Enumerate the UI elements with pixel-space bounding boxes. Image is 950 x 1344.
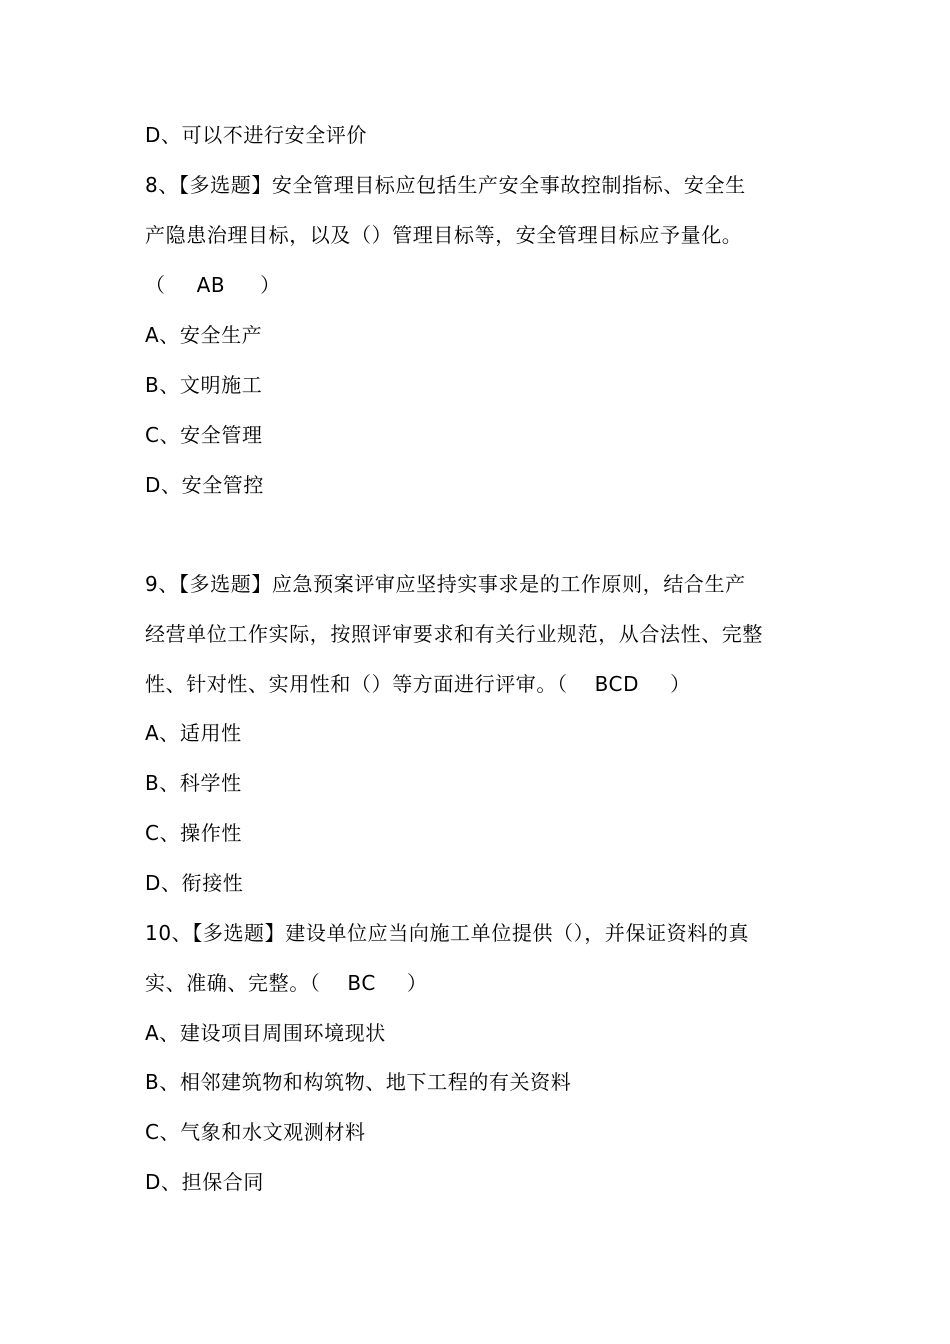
q8-answer: AB — [196, 273, 226, 297]
q8-answer-close: ） — [260, 273, 281, 297]
q10-answer-close: ） — [406, 971, 428, 995]
q8-stem-line-1: 8、【多选题】安全管理目标应包括生产安全事故控制指标、安全生 — [145, 173, 746, 197]
q10-stem-line-2-text: 实、准确、完整。（ — [145, 971, 321, 995]
q9-answer: BCD — [594, 672, 640, 696]
q10-option-b: B、相邻建筑物和构筑物、地下工程的有关资料 — [145, 1070, 572, 1094]
q8-stem-line-2: 产隐患治理目标，以及（）管理目标等，安全管理目标应予量化。 — [145, 223, 743, 247]
q10-option-d: D、担保合同 — [145, 1170, 265, 1194]
q9-stem-line-1: 9、【多选题】应急预案评审应坚持实事求是的工作原则，结合生产 — [145, 572, 746, 596]
q10-option-a: A、建设项目周围环境现状 — [145, 1021, 386, 1045]
q9-option-c: C、操作性 — [145, 821, 242, 845]
q8-answer-open: （ — [145, 273, 166, 297]
q10-stem-line-2 — [145, 970, 825, 996]
q8-option-b: B、文明施工 — [145, 373, 263, 397]
q10-option-c: C、气象和水文观测材料 — [145, 1120, 366, 1144]
q9-stem-line-3 — [145, 671, 825, 697]
q9-stem-line-3-text: 性、针对性、实用性和（）等方面进行评审。（ — [145, 672, 568, 696]
q8-option-c: C、安全管理 — [145, 423, 263, 447]
q9-answer-close: ） — [670, 672, 691, 696]
q9-option-b: B、科学性 — [145, 771, 242, 795]
q10-answer: BC — [347, 971, 376, 995]
q9-option-a: A、适用性 — [145, 721, 242, 745]
q8-answer-line — [145, 272, 825, 298]
q7-option-d: D、可以不进行安全评价 — [145, 123, 368, 147]
q10-stem-line-1: 10、【多选题】建设单位应当向施工单位提供（），并保证资料的真 — [145, 921, 750, 945]
q9-stem-line-2: 经营单位工作实际，按照评审要求和有关行业规范，从合法性、完整 — [145, 622, 763, 646]
q8-option-a: A、安全生产 — [145, 323, 263, 347]
q9-option-d: D、衔接性 — [145, 871, 244, 895]
q8-option-d: D、安全管控 — [145, 473, 265, 497]
